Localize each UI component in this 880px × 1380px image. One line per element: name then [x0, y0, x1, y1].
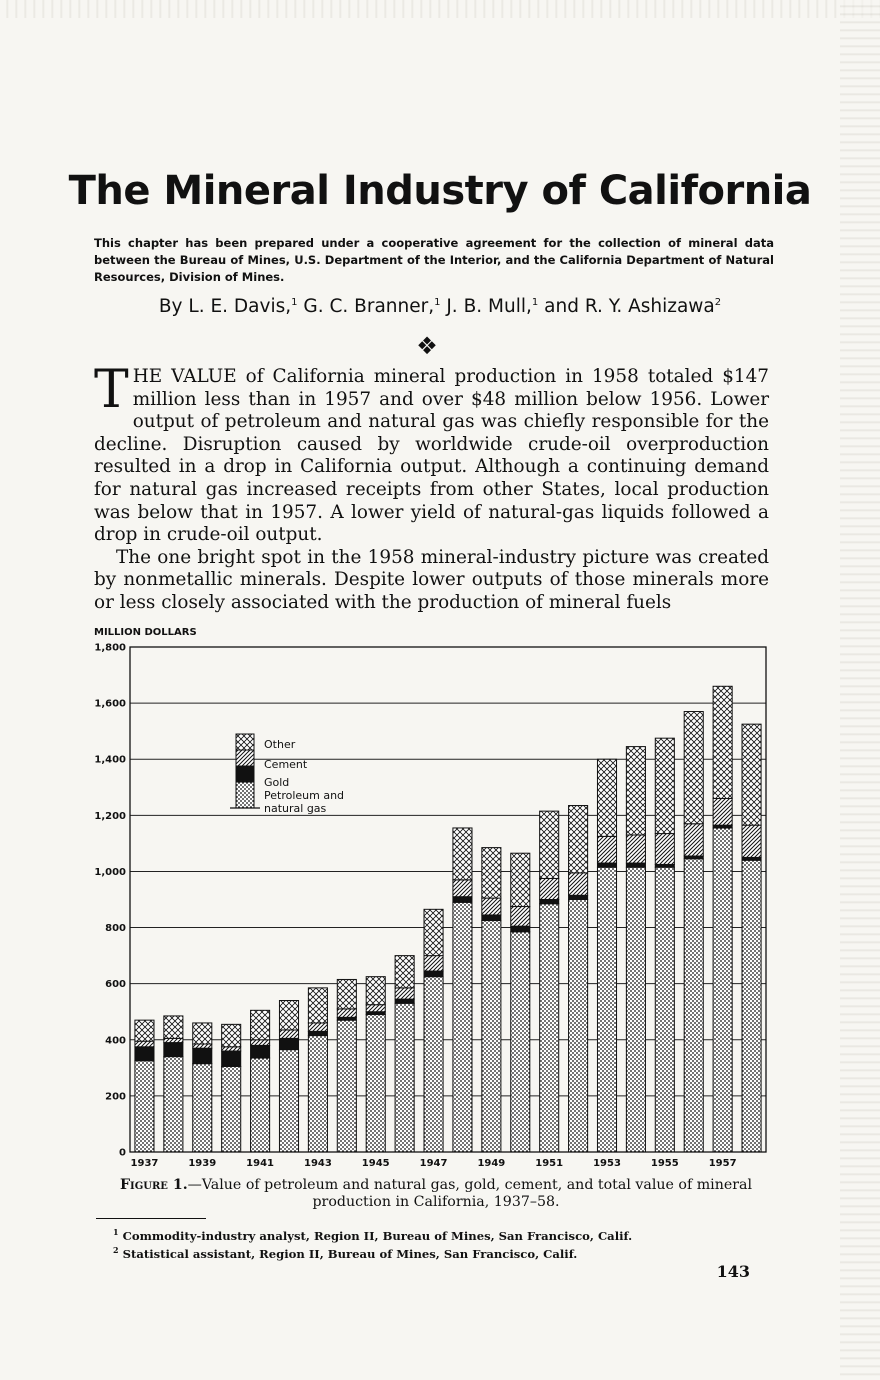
figure-caption-text: —Value of petroleum and natural gas, gold, cement, and total value of mineral production in California, 1937–58. [187, 1177, 753, 1210]
bar-other-1957 [713, 686, 732, 798]
bar-gold-1948 [453, 897, 472, 903]
bar-gold-1939 [193, 1048, 212, 1063]
bar-cement-1938 [164, 1038, 183, 1042]
bar-other-1958 [742, 724, 761, 825]
bar-petroleum-1945 [366, 1015, 385, 1152]
bar-other-1951 [540, 811, 559, 878]
bar-petroleum-1951 [540, 904, 559, 1152]
stacked-bar-chart [94, 622, 774, 1172]
author-line [0, 296, 880, 317]
y-axis-title: MILLION DOLLARS [94, 627, 197, 638]
legend-other-swatch [236, 734, 254, 750]
bar-petroleum-1943 [308, 1036, 327, 1152]
bar-gold-1947 [424, 971, 443, 977]
bar-petroleum-1937 [135, 1061, 154, 1152]
author-3-note: 1 [531, 296, 539, 308]
bar-cement-1950 [511, 907, 530, 927]
bar-gold-1938 [164, 1043, 183, 1057]
bar-other-1940 [222, 1024, 241, 1046]
bar-other-1953 [597, 759, 616, 836]
y-tick-label: 600 [105, 979, 126, 991]
legend-cement-swatch [236, 750, 254, 766]
bar-petroleum-1957 [713, 828, 732, 1152]
bar-petroleum-1939 [193, 1064, 212, 1152]
legend-gold-swatch [236, 766, 254, 782]
bar-cement-1944 [337, 1009, 356, 1017]
bar-petroleum-1941 [251, 1058, 270, 1152]
page-number: 143 [716, 1262, 750, 1281]
bar-petroleum-1956 [684, 859, 703, 1152]
bar-cement-1951 [540, 878, 559, 899]
drop-cap: T [94, 360, 129, 420]
bar-cement-1940 [222, 1047, 241, 1051]
bar-other-1942 [279, 1001, 298, 1030]
bar-cement-1952 [569, 873, 588, 895]
bar-other-1956 [684, 712, 703, 824]
paragraph-1 [94, 360, 769, 547]
figure-caption [96, 1177, 776, 1211]
bar-gold-1942 [279, 1038, 298, 1049]
bar-other-1937 [135, 1020, 154, 1041]
cooperative-note: This chapter has been prepared under a cooperative agreement for the collection of mineral data between the Bureau of Mines, U.S. Department of the Interior, and the California Department of Natural Resources, Division of Mines. [94, 236, 774, 284]
bar-petroleum-1942 [279, 1050, 298, 1152]
bar-cement-1955 [655, 834, 674, 865]
page-top-edge [0, 0, 880, 18]
footnotes [113, 1225, 773, 1261]
x-tick-label: 1945 [361, 1158, 390, 1169]
y-tick-label: 1,200 [94, 810, 126, 822]
y-tick-label: 1,800 [94, 642, 126, 654]
bar-gold-1954 [626, 863, 645, 867]
y-tick-label: 1,600 [94, 698, 126, 710]
author-2: G. C. Branner, [297, 296, 435, 317]
author-prefix: By [158, 296, 189, 317]
footnote-1-mark: 1 [113, 1227, 119, 1237]
author-1: L. E. Davis, [188, 296, 292, 317]
y-tick-label: 800 [105, 923, 126, 935]
bar-cement-1956 [684, 824, 703, 856]
bar-petroleum-1948 [453, 902, 472, 1152]
x-tick-label: 1941 [246, 1158, 275, 1169]
bar-cement-1948 [453, 880, 472, 897]
bar-other-1949 [482, 848, 501, 899]
bar-cement-1943 [308, 1023, 327, 1031]
bar-other-1947 [424, 909, 443, 955]
bar-gold-1946 [395, 999, 414, 1003]
author-4-note: 2 [714, 296, 722, 308]
bar-cement-1942 [279, 1030, 298, 1038]
author-2-note: 1 [434, 296, 441, 308]
body-text [94, 360, 769, 615]
x-tick-label: 1951 [535, 1158, 564, 1169]
bar-gold-1951 [540, 900, 559, 904]
footnote-1 [113, 1225, 773, 1243]
bar-gold-1953 [597, 863, 616, 867]
page-title: The Mineral Industry of California [68, 168, 812, 214]
footnote-divider [96, 1218, 206, 1219]
bar-cement-1957 [713, 799, 732, 826]
bar-other-1954 [626, 747, 645, 835]
legend-label: Petroleum and [264, 789, 345, 802]
bar-cement-1953 [597, 836, 616, 863]
bar-gold-1950 [511, 926, 530, 932]
bar-gold-1937 [135, 1047, 154, 1061]
bar-gold-1949 [482, 915, 501, 921]
bar-gold-1941 [251, 1045, 270, 1058]
bar-other-1948 [453, 828, 472, 880]
bar-cement-1945 [366, 1005, 385, 1012]
paragraph-1-text: HE VALUE of California mineral production in 1958 totaled $147 million less than in 1957 and over $48 million below 1956. Lower output of petroleum and natural gas was chiefly responsible for the decline. Disruption caused by worldwide crude-oil overproduction resulted in a drop in California output. Although a continuing demand for natural gas increased receipts from other States, local production was below that in 1957. A lower yield of natural-gas liquids followed a drop in crude-oil output. [94, 366, 769, 546]
y-tick-label: 0 [119, 1147, 126, 1159]
bar-cement-1939 [193, 1044, 212, 1048]
ornament-icon: ❖ [416, 332, 438, 360]
bar-other-1938 [164, 1016, 183, 1038]
bar-cement-1937 [135, 1041, 154, 1047]
y-tick-label: 400 [105, 1035, 126, 1047]
y-tick-label: 1,400 [94, 754, 126, 766]
legend-label: natural gas [264, 802, 327, 815]
bar-cement-1947 [424, 956, 443, 971]
bar-other-1944 [337, 979, 356, 1008]
bar-petroleum-1938 [164, 1057, 183, 1152]
legend-petroleum-swatch [236, 782, 254, 808]
footnote-2 [113, 1243, 773, 1261]
bar-gold-1943 [308, 1031, 327, 1035]
bar-petroleum-1944 [337, 1020, 356, 1152]
bar-other-1950 [511, 853, 530, 906]
bar-cement-1941 [251, 1040, 270, 1046]
bar-other-1946 [395, 956, 414, 988]
author-1-note: 1 [291, 296, 298, 308]
footnote-1-text: Commodity-industry analyst, Region II, Bureau of Mines, San Francisco, Calif. [118, 1228, 633, 1243]
legend-label: Gold [264, 776, 290, 789]
x-tick-label: 1953 [593, 1158, 621, 1169]
bar-petroleum-1954 [626, 867, 645, 1152]
bar-gold-1952 [569, 895, 588, 899]
bar-petroleum-1950 [511, 932, 530, 1152]
bar-petroleum-1958 [742, 860, 761, 1152]
bar-other-1941 [251, 1010, 270, 1039]
bar-other-1952 [569, 806, 588, 873]
figure-chart [94, 622, 774, 1172]
bar-cement-1946 [395, 988, 414, 999]
bar-petroleum-1946 [395, 1003, 414, 1152]
author-3: J. B. Mull, [440, 296, 532, 317]
x-tick-label: 1957 [708, 1158, 737, 1169]
footnote-2-text: Statistical assistant, Region II, Bureau of Mines, San Francisco, Calif. [118, 1246, 578, 1261]
bar-cement-1954 [626, 835, 645, 863]
legend-label: Cement [264, 758, 308, 771]
x-tick-label: 1955 [650, 1158, 679, 1169]
author-4: and R. Y. Ashizawa [538, 296, 715, 317]
bar-petroleum-1940 [222, 1066, 241, 1152]
x-tick-label: 1949 [477, 1158, 506, 1169]
x-tick-label: 1939 [188, 1158, 217, 1169]
figure-label: Figure 1. [119, 1177, 188, 1193]
bar-petroleum-1953 [597, 867, 616, 1152]
x-tick-label: 1947 [419, 1158, 448, 1169]
bar-cement-1949 [482, 898, 501, 915]
bar-petroleum-1949 [482, 921, 501, 1152]
paragraph-2: The one bright spot in the 1958 mineral-industry picture was created by nonmetallic minerals. Despite lower outputs of those minerals more or less closely associated with the production of mineral fuels [94, 546, 769, 613]
bar-other-1939 [193, 1023, 212, 1044]
bar-other-1943 [308, 988, 327, 1023]
bar-other-1945 [366, 977, 385, 1005]
x-tick-label: 1937 [130, 1158, 159, 1169]
bar-gold-1940 [222, 1051, 241, 1066]
bar-petroleum-1952 [569, 900, 588, 1153]
bar-other-1955 [655, 738, 674, 833]
x-tick-label: 1943 [303, 1158, 332, 1169]
bar-cement-1958 [742, 825, 761, 857]
y-tick-label: 200 [105, 1091, 126, 1103]
legend-label: Other [264, 738, 296, 751]
y-tick-label: 1,000 [94, 866, 126, 878]
bar-petroleum-1947 [424, 977, 443, 1152]
footnote-2-mark: 2 [113, 1244, 119, 1255]
bar-petroleum-1955 [655, 867, 674, 1152]
